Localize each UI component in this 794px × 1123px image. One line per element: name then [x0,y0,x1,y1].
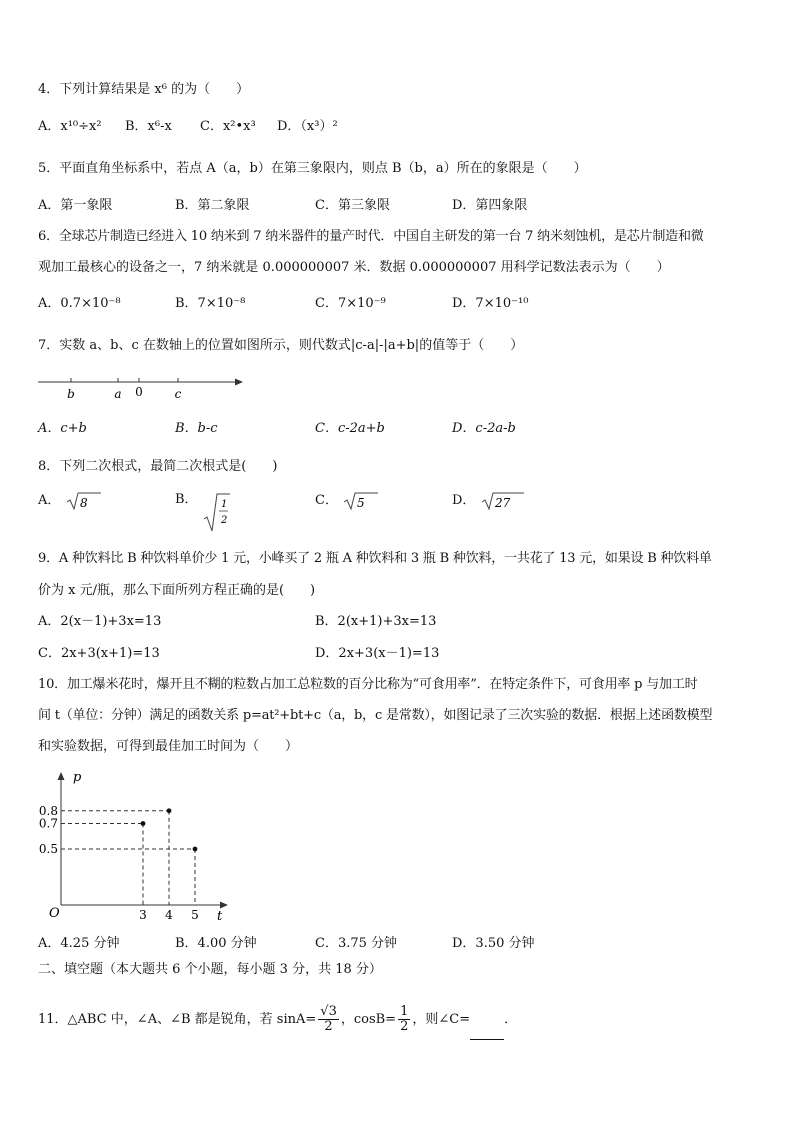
q10-option-c[interactable]: C．3.75 分钟 [315,936,398,951]
q5-stem: 5．平面直角坐标系中，若点 A（a，b）在第三象限内，则点 B（b，a）所在的象限是（ ） [38,161,587,176]
q7-option-a[interactable]: A．c+b [38,421,87,436]
q10-option-d[interactable]: D．3.50 分钟 [452,936,535,951]
sin-denominator: 2 [324,1019,333,1034]
y-axis-arrow [58,772,65,780]
q9-stem-line1: 9．A 种饮料比 B 种饮料单价少 1 元，小峰买了 2 瓶 A 种饮料和 3 瓶 B 种饮料，一共花了 13 元，如果设 B 种饮料单 [38,551,712,566]
sqrt-5 [342,490,382,512]
data-point-2 [193,847,198,852]
q6-stem-line1: 6．全球芯片制造已经进入 10 纳米到 7 纳米器件的量产时代．中国自主研发的第一台 7 纳米刻蚀机，是芯片制造和微 [38,229,704,244]
q9-stem-line2: 价为 x 元/瓶，那么下面所列方程正确的是( ) [38,583,316,598]
sin-fraction [318,1005,339,1034]
q6-option-c[interactable]: C．7×10⁻⁹ [315,296,386,311]
cos-numerator: 1 [400,1004,409,1019]
q8-stem: 8．下列二次根式，最简二次根式是( ) [38,459,278,474]
sin-numerator: √3 [320,1004,337,1019]
q6-option-b[interactable]: B．7×10⁻⁸ [175,296,246,311]
number-line-arrow [235,379,243,386]
x-axis-label: t [217,909,223,924]
x-tick-label-2: 5 [191,908,199,922]
q7-option-c[interactable]: C．c-2a+b [315,421,385,436]
number-line-figure [36,370,250,404]
q10-option-a[interactable]: A．4.25 分钟 [38,936,120,951]
sqrt-8-radicand: 8 [79,496,88,510]
q7-option-d[interactable]: D．c-2a-b [452,421,516,436]
q10-chart [30,765,240,925]
answer-blank[interactable] [470,1025,504,1040]
q10-stem-line1: 10．加工爆米花时，爆开且不糊的粒数占加工总粒数的百分比称为“可食用率”．在特定条件下，可食用率 p 与加工时 [38,677,698,692]
q9-option-a[interactable]: A．2(x－1)+3x=13 [38,614,162,629]
q4-option-c[interactable]: C．x²•x³ [200,119,256,134]
q8-option-d-label: D． [452,493,476,508]
q10-option-b[interactable]: B．4.00 分钟 [175,936,257,951]
y-tick-label-1: 0.7 [38,816,58,831]
q5-option-b[interactable]: B．第二象限 [175,198,250,213]
q8-option-a-label: A． [38,493,61,508]
q8-option-d[interactable] [452,490,526,512]
axis-label-a: a [114,387,122,401]
q4-stem: 4．下列计算结果是 x⁶ 的为（ ） [38,82,250,97]
q8-option-c[interactable] [315,490,382,512]
q7-stem: 7．实数 a、b、c 在数轴上的位置如图所示，则代数式|c-a|-|a+b|的值等于（ ） [38,338,524,353]
q11-part1: 11．△ABC 中，∠A、∠B 都是锐角，若 sinA= [38,1012,317,1027]
cos-fraction [398,1005,410,1034]
sqrt-8 [65,490,105,512]
sqrt-27 [480,490,526,512]
q9-option-b[interactable]: B．2(x+1)+3x=13 [315,614,437,629]
section-2-heading: 二、填空题（本大题共 6 个小题，每小题 3 分，共 18 分） [38,962,382,977]
sqrt-one-half-numerator: 1 [220,499,228,510]
q8-option-a[interactable] [38,490,105,512]
axis-label-b: b [67,387,75,401]
q11-part4: ． [504,1012,518,1027]
q6-option-d[interactable]: D．7×10⁻¹⁰ [452,296,529,311]
q9-option-c[interactable]: C．2x+3(x+1)=13 [38,646,160,661]
q7-option-b[interactable]: B．b-c [175,421,218,436]
origin-label: O [49,906,60,921]
sqrt-27-radicand: 27 [494,496,510,510]
axis-label-zero: 0 [135,385,143,399]
data-point-0 [141,821,146,826]
q4-option-a[interactable]: A．x¹⁰÷x² [38,119,102,134]
y-tick-label-0: 0.8 [38,803,58,818]
q8-option-b-label: B． [175,492,198,507]
sqrt-one-half [202,491,232,533]
sqrt-one-half-denominator: 2 [220,515,228,526]
q6-stem-line2: 观加工最核心的设备之一，7 纳米就是 0.000000007 米．数据 0.000000007 用科学记数法表示为（ ） [38,260,670,275]
y-tick-label-2: 0.5 [38,842,58,856]
x-tick-label-0: 3 [139,908,147,922]
q5-option-d[interactable]: D．第四象限 [452,198,528,213]
axis-label-c: c [174,387,182,401]
q4-option-d[interactable]: D．（x³）² [277,119,338,134]
q4-option-b[interactable]: B．x⁶-x [125,119,172,134]
q8-option-c-label: C． [315,493,338,508]
x-axis-arrow [220,902,228,909]
q11-stem [38,1000,517,1040]
q11-part3: ，则∠C= [412,1012,471,1027]
q6-option-a[interactable]: A．0.7×10⁻⁸ [38,296,121,311]
q11-part2: ，cosB= [340,1012,397,1027]
x-tick-label-1: 4 [165,908,173,922]
q5-option-c[interactable]: C．第三象限 [315,198,390,213]
q8-option-b[interactable] [175,490,232,533]
data-point-1 [167,808,172,813]
cos-denominator: 2 [400,1019,409,1034]
q10-stem-line2: 间 t（单位：分钟）满足的函数关系 p=at²+bt+c（a，b，c 是常数），如图记录了三次实验的数据．根据上述函数模型 [38,708,713,723]
q9-option-d[interactable]: D．2x+3(x－1)=13 [315,646,440,661]
q5-option-a[interactable]: A．第一象限 [38,198,113,213]
q10-stem-line3: 和实验数据，可得到最佳加工时间为（ ） [38,739,299,754]
sqrt-5-radicand: 5 [357,496,365,510]
y-axis-label: p [73,770,82,785]
